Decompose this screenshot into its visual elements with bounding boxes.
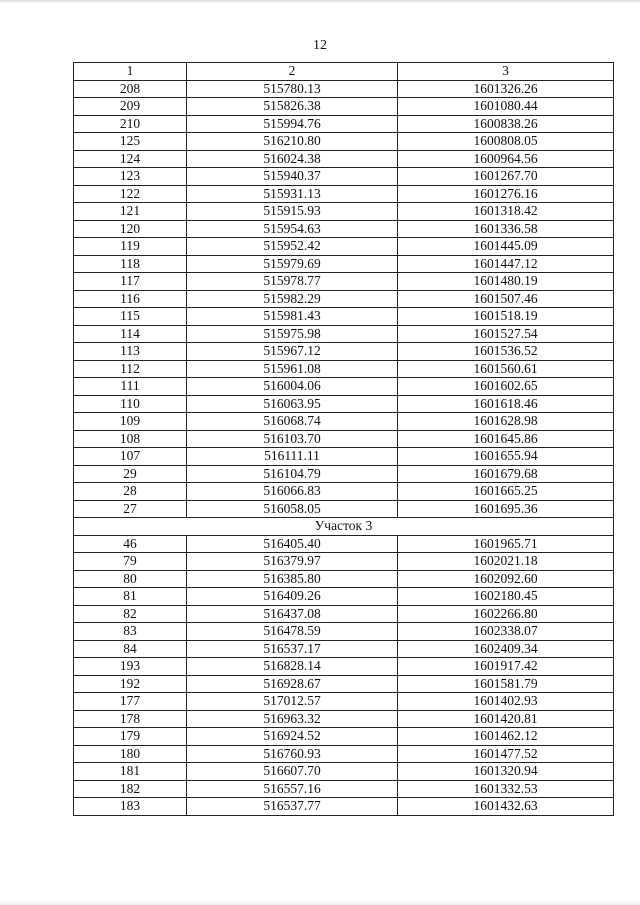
x-coordinate-cell: 515931.13: [187, 185, 398, 203]
scan-edge-top: [0, 0, 640, 3]
point-number-cell: 124: [74, 150, 187, 168]
x-coordinate-cell: 515975.98: [187, 325, 398, 343]
page-number: 12: [313, 38, 327, 53]
table-row: [74, 430, 614, 448]
table-row: [74, 500, 614, 518]
y-coordinate-cell: 1601480.19: [398, 273, 614, 291]
point-number-cell: 108: [74, 430, 187, 448]
table-row: [74, 623, 614, 641]
point-number-cell: 123: [74, 168, 187, 186]
y-coordinate-cell: 1601332.53: [398, 780, 614, 798]
y-coordinate-cell: 1600964.56: [398, 150, 614, 168]
y-coordinate-cell: 1601445.09: [398, 238, 614, 256]
table-row: [74, 360, 614, 378]
y-coordinate-cell: 1601267.70: [398, 168, 614, 186]
point-number-cell: 109: [74, 413, 187, 431]
y-coordinate-cell: 1601326.26: [398, 80, 614, 98]
point-number-cell: 79: [74, 553, 187, 571]
point-number-cell: 84: [74, 640, 187, 658]
table-row: [74, 255, 614, 273]
y-coordinate-cell: 1601645.86: [398, 430, 614, 448]
y-coordinate-cell: 1601628.98: [398, 413, 614, 431]
point-number-cell: 193: [74, 658, 187, 676]
point-number-cell: 110: [74, 395, 187, 413]
table-row: [74, 588, 614, 606]
point-number-cell: 210: [74, 115, 187, 133]
coordinates-table: [73, 62, 614, 816]
y-coordinate-cell: 1601618.46: [398, 395, 614, 413]
point-number-cell: 182: [74, 780, 187, 798]
table-row: [74, 710, 614, 728]
table-row: [74, 150, 614, 168]
x-coordinate-cell: 516928.67: [187, 675, 398, 693]
x-coordinate-cell: 516063.95: [187, 395, 398, 413]
x-coordinate-cell: 515780.13: [187, 80, 398, 98]
point-number-cell: 112: [74, 360, 187, 378]
table-row: [74, 448, 614, 466]
x-coordinate-cell: 515967.12: [187, 343, 398, 361]
x-coordinate-cell: 515954.63: [187, 220, 398, 238]
header-row: [74, 63, 614, 81]
table-row: [74, 80, 614, 98]
point-number-cell: 180: [74, 745, 187, 763]
table-row: [74, 290, 614, 308]
header-cell-x: 2: [187, 63, 398, 81]
x-coordinate-cell: 516024.38: [187, 150, 398, 168]
x-coordinate-cell: 515994.76: [187, 115, 398, 133]
y-coordinate-cell: 1601080.44: [398, 98, 614, 116]
x-coordinate-cell: 515961.08: [187, 360, 398, 378]
section-header-row: [74, 518, 614, 536]
y-coordinate-cell: 1601402.93: [398, 693, 614, 711]
table-row: [74, 658, 614, 676]
point-number-cell: 208: [74, 80, 187, 98]
point-number-cell: 121: [74, 203, 187, 221]
y-coordinate-cell: 1602092.60: [398, 570, 614, 588]
table-row: [74, 395, 614, 413]
x-coordinate-cell: 515826.38: [187, 98, 398, 116]
point-number-cell: 183: [74, 798, 187, 816]
y-coordinate-cell: 1601336.58: [398, 220, 614, 238]
x-coordinate-cell: 516963.32: [187, 710, 398, 728]
point-number-cell: 107: [74, 448, 187, 466]
y-coordinate-cell: 1601581.79: [398, 675, 614, 693]
x-coordinate-cell: 516437.08: [187, 605, 398, 623]
table-row: [74, 238, 614, 256]
point-number-cell: 118: [74, 255, 187, 273]
point-number-cell: 119: [74, 238, 187, 256]
y-coordinate-cell: 1601477.52: [398, 745, 614, 763]
x-coordinate-cell: 515982.29: [187, 290, 398, 308]
y-coordinate-cell: 1601420.81: [398, 710, 614, 728]
table-row: [74, 378, 614, 396]
x-coordinate-cell: 515915.93: [187, 203, 398, 221]
x-coordinate-cell: 516058.05: [187, 500, 398, 518]
x-coordinate-cell: 515940.37: [187, 168, 398, 186]
point-number-cell: 116: [74, 290, 187, 308]
x-coordinate-cell: 515981.43: [187, 308, 398, 326]
table-row: [74, 693, 614, 711]
y-coordinate-cell: 1601536.52: [398, 343, 614, 361]
point-number-cell: 177: [74, 693, 187, 711]
table-row: [74, 640, 614, 658]
y-coordinate-cell: 1600808.05: [398, 133, 614, 151]
table-row: [74, 203, 614, 221]
point-number-cell: 111: [74, 378, 187, 396]
y-coordinate-cell: 1601320.94: [398, 763, 614, 781]
header-cell-point: 1: [74, 63, 187, 81]
y-coordinate-cell: 1601447.12: [398, 255, 614, 273]
point-number-cell: 114: [74, 325, 187, 343]
y-coordinate-cell: 1601695.36: [398, 500, 614, 518]
table-row: [74, 273, 614, 291]
y-coordinate-cell: 1602266.80: [398, 605, 614, 623]
scan-edge-bottom: [0, 900, 640, 905]
point-number-cell: 29: [74, 465, 187, 483]
point-number-cell: 115: [74, 308, 187, 326]
x-coordinate-cell: 516385.80: [187, 570, 398, 588]
x-coordinate-cell: 516607.70: [187, 763, 398, 781]
x-coordinate-cell: 516210.80: [187, 133, 398, 151]
point-number-cell: 27: [74, 500, 187, 518]
point-number-cell: 179: [74, 728, 187, 746]
x-coordinate-cell: 516379.97: [187, 553, 398, 571]
y-coordinate-cell: 1602021.18: [398, 553, 614, 571]
table-row: [74, 675, 614, 693]
x-coordinate-cell: 516537.17: [187, 640, 398, 658]
table-row: [74, 553, 614, 571]
y-coordinate-cell: 1601602.65: [398, 378, 614, 396]
coordinates-table-body: [74, 63, 614, 816]
point-number-cell: 81: [74, 588, 187, 606]
table-row: [74, 728, 614, 746]
x-coordinate-cell: 516760.93: [187, 745, 398, 763]
x-coordinate-cell: 516004.06: [187, 378, 398, 396]
x-coordinate-cell: 516537.77: [187, 798, 398, 816]
table-row: [74, 220, 614, 238]
table-row: [74, 325, 614, 343]
x-coordinate-cell: 516478.59: [187, 623, 398, 641]
y-coordinate-cell: 1601917.42: [398, 658, 614, 676]
y-coordinate-cell: 1601432.63: [398, 798, 614, 816]
x-coordinate-cell: 516924.52: [187, 728, 398, 746]
point-number-cell: 125: [74, 133, 187, 151]
y-coordinate-cell: 1601655.94: [398, 448, 614, 466]
point-number-cell: 192: [74, 675, 187, 693]
point-number-cell: 113: [74, 343, 187, 361]
x-coordinate-cell: 516405.40: [187, 535, 398, 553]
table-row: [74, 605, 614, 623]
table-row: [74, 535, 614, 553]
y-coordinate-cell: 1602338.07: [398, 623, 614, 641]
table-row: [74, 483, 614, 501]
table-row: [74, 413, 614, 431]
y-coordinate-cell: 1601318.42: [398, 203, 614, 221]
y-coordinate-cell: 1601560.61: [398, 360, 614, 378]
y-coordinate-cell: 1601276.16: [398, 185, 614, 203]
point-number-cell: 80: [74, 570, 187, 588]
x-coordinate-cell: 516557.16: [187, 780, 398, 798]
x-coordinate-cell: 516068.74: [187, 413, 398, 431]
table-row: [74, 465, 614, 483]
x-coordinate-cell: 515952.42: [187, 238, 398, 256]
y-coordinate-cell: 1601679.68: [398, 465, 614, 483]
y-coordinate-cell: 1600838.26: [398, 115, 614, 133]
x-coordinate-cell: 515978.77: [187, 273, 398, 291]
x-coordinate-cell: 517012.57: [187, 693, 398, 711]
table-row: [74, 185, 614, 203]
table-row: [74, 115, 614, 133]
y-coordinate-cell: 1601507.46: [398, 290, 614, 308]
table-row: [74, 745, 614, 763]
x-coordinate-cell: 516104.79: [187, 465, 398, 483]
y-coordinate-cell: 1601462.12: [398, 728, 614, 746]
table-row: [74, 343, 614, 361]
y-coordinate-cell: 1601965.71: [398, 535, 614, 553]
point-number-cell: 82: [74, 605, 187, 623]
x-coordinate-cell: 515979.69: [187, 255, 398, 273]
y-coordinate-cell: 1601518.19: [398, 308, 614, 326]
header-cell-y: 3: [398, 63, 614, 81]
point-number-cell: 46: [74, 535, 187, 553]
y-coordinate-cell: 1601665.25: [398, 483, 614, 501]
y-coordinate-cell: 1602180.45: [398, 588, 614, 606]
table-row: [74, 308, 614, 326]
point-number-cell: 178: [74, 710, 187, 728]
point-number-cell: 122: [74, 185, 187, 203]
table-row: [74, 780, 614, 798]
x-coordinate-cell: 516111.11: [187, 448, 398, 466]
point-number-cell: 120: [74, 220, 187, 238]
y-coordinate-cell: 1602409.34: [398, 640, 614, 658]
table-row: [74, 798, 614, 816]
table-row: [74, 570, 614, 588]
table-row: [74, 168, 614, 186]
x-coordinate-cell: 516409.26: [187, 588, 398, 606]
x-coordinate-cell: 516828.14: [187, 658, 398, 676]
point-number-cell: 83: [74, 623, 187, 641]
y-coordinate-cell: 1601527.54: [398, 325, 614, 343]
table-row: [74, 133, 614, 151]
x-coordinate-cell: 516066.83: [187, 483, 398, 501]
point-number-cell: 209: [74, 98, 187, 116]
point-number-cell: 117: [74, 273, 187, 291]
point-number-cell: 28: [74, 483, 187, 501]
table-row: [74, 98, 614, 116]
section-title: Участок 3: [74, 518, 614, 536]
table-row: [74, 763, 614, 781]
point-number-cell: 181: [74, 763, 187, 781]
x-coordinate-cell: 516103.70: [187, 430, 398, 448]
